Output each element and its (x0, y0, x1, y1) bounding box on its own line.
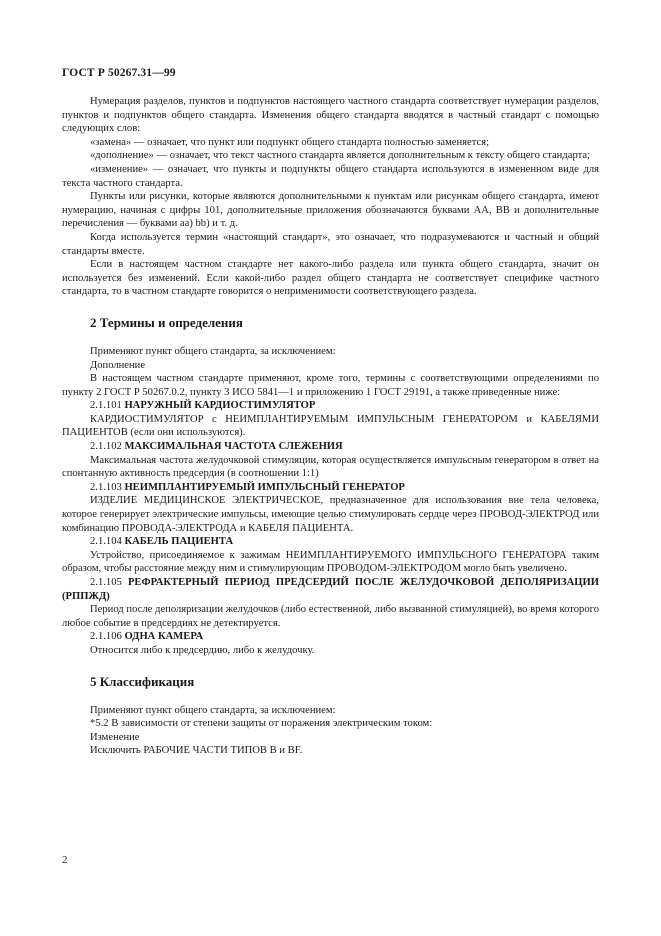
term-name: НЕИМПЛАНТИРУЕМЫЙ ИМПУЛЬСНЫЙ ГЕНЕРАТОР (124, 481, 405, 493)
term-heading (62, 481, 599, 495)
term-definition: Относится либо к предсердию, либо к желудочку. (90, 644, 315, 656)
term-name: КАБЕЛЬ ПАЦИЕНТА (124, 536, 234, 548)
term-number: 2.1.106 (90, 631, 122, 643)
term-number: 2.1.102 (90, 441, 122, 453)
intro-paragraph: «замена» — означает, что пункт или подпункт общего стандарта полностью заменяется; (90, 136, 490, 148)
section-heading: 5 Классификация (90, 673, 195, 689)
term-heading (62, 399, 599, 413)
term-heading (62, 630, 599, 644)
term-name: РЕФРАКТЕРНЫЙ ПЕРИОД ПРЕДСЕРДИЙ ПОСЛЕ ЖЕЛУДОЧКОВОЙ ДЕПОЛЯРИЗАЦИИ (РППЖД) (62, 577, 599, 602)
section-paragraph: *5.2 В зависимости от степени защиты от поражения электрическим током: (90, 718, 433, 730)
term-definition: ИЗДЕЛИЕ МЕДИЦИНСКОЕ ЭЛЕКТРИЧЕСКОЕ, предназначенное для использования вне тела человека, которое генерирует электрические импульсы, имеющие целью стимулировать сердце через ПРОВОД-ЭЛЕКТРОД или комбинацию ПРОВОДА-ЭЛЕКТРОДА и КАБЕЛЯ ПАЦИЕНТА. (62, 495, 599, 534)
intro-paragraph: Если в настоящем частном стандарте нет какого-либо раздела или пункта общего стандарта, значит он используется без изменений. Если какой-либо раздел общего стандарта не соответствует специфике частного стандарта, то в частном стандарте говорится о неприменимости соответствующего раздела. (62, 259, 599, 298)
section-paragraph: Применяют пункт общего стандарта, за исключением: (90, 345, 336, 357)
term-definition: Устройство, присоединяемое к зажимам НЕИМПЛАНТИРУЕМОГО ИМПУЛЬСНОГО ГЕНЕРАТОРА таким образом, чтобы расстояние между ним и стимулирующим ПРОВОДОМ-ЭЛЕКТРОДОМ могло быть увеличено. (62, 549, 599, 575)
section-paragraph: Дополнение (90, 359, 146, 371)
term-number: 2.1.103 (90, 481, 122, 493)
term-number: 2.1.101 (90, 400, 122, 412)
term-definition: Максимальная частота желудочковой стимуляции, которая осуществляется импульсным генератором в ответ на спонтанную активность предсердия (в соотношении 1:1) (62, 454, 599, 480)
term-definition: КАРДИОСТИМУЛЯТОР с НЕИМПЛАНТИРУЕМЫМ ИМПУЛЬСНЫМ ГЕНЕРАТОРОМ и КАБЕЛЯМИ ПАЦИЕНТОВ (если они используются). (62, 413, 599, 439)
document-body (62, 95, 599, 758)
term-number: 2.1.105 (90, 577, 122, 588)
term-name: МАКСИМАЛЬНАЯ ЧАСТОТА СЛЕЖЕНИЯ (124, 441, 343, 453)
page-number: 2 (62, 854, 68, 866)
intro-paragraph: «дополнение» — означает, что текст частного стандарта является дополнительным к тексту общего стандарта; (90, 150, 590, 162)
term-heading (62, 440, 599, 454)
section-paragraph: Изменение (90, 731, 140, 743)
section-paragraph: В настоящем частном стандарте применяют, кроме того, термины с соответствующими определениями по пункту 2 ГОСТ Р 50267.0.2, пункту 3 ИСО 5841—1 и приложению 1 ГОСТ 29191, а также приведенные ниже: (62, 373, 599, 398)
section-heading: 2 Термины и определения (90, 314, 243, 330)
term-definition: Период после деполяризации желудочков (либо естественной, либо вызванной стимуляцией), во время которого любое событие в предсердиях не детектируется. (62, 604, 599, 629)
intro-paragraph: Нумерация разделов, пунктов и подпунктов настоящего частного стандарта соответствует нумерации разделов, пунктов и подпунктов общего стандарта. Изменения общего стандарта вводятся в частный стандарт с помощью следующих слов: (62, 96, 599, 135)
term-number: 2.1.104 (90, 536, 122, 548)
term-heading (62, 576, 599, 603)
section-paragraph: Исключить РАБОЧИЕ ЧАСТИ ТИПОВ В и BF. (90, 745, 303, 757)
document-header: ГОСТ Р 50267.31—99 (62, 66, 176, 79)
term-name: ОДНА КАМЕРА (124, 631, 204, 643)
term-name: НАРУЖНЫЙ КАРДИОСТИМУЛЯТОР (124, 400, 316, 412)
intro-paragraph: Пункты или рисунки, которые являются дополнительными к пунктам или рисункам общего стандарта, имеют нумерацию, начиная с цифры 101, дополнительные приложения обозначаются буквами АА, ВВ и дополнительные перечисления — буквами аа) bb) и т. д. (62, 191, 599, 230)
intro-paragraph: «изменение» — означает, что пункты и подпункты общего стандарта используются в измененном виде для текста частного стандарта. (62, 163, 599, 189)
intro-paragraph: Когда используется термин «настоящий стандарт», это означает, что подразумеваются и частный и общий стандарты вместе. (62, 231, 599, 257)
term-heading (62, 535, 599, 549)
section-paragraph: Применяют пункт общего стандарта, за исключением: (90, 704, 336, 716)
